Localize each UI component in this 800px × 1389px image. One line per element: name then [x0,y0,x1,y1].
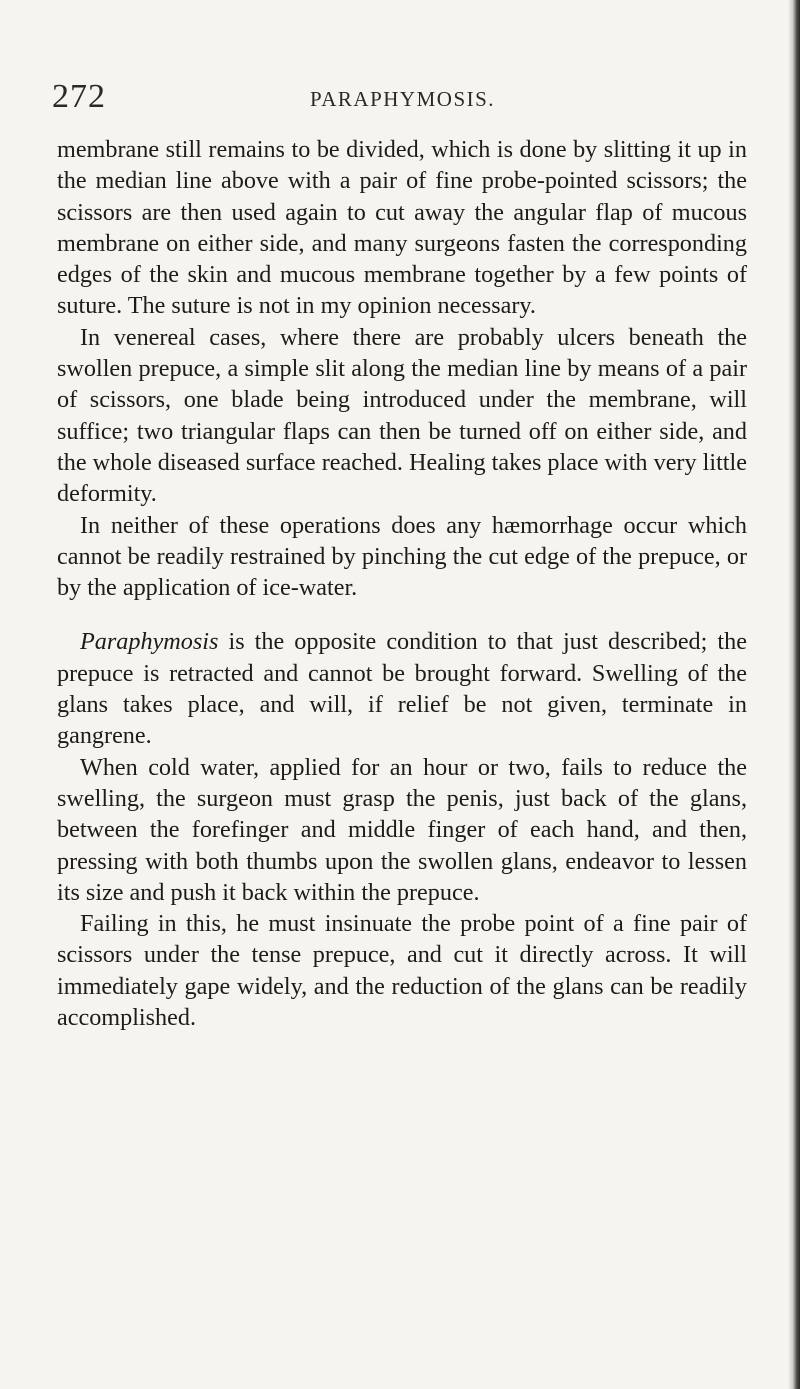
body-text [57,134,747,1033]
page-number: 272 [52,78,106,115]
paraphymosis-definition: is the opposite condition to that just described; the prepuce is retracted and cannot be brought forward. Swelling of the glans takes place, and will, if relief be not given, terminate in gangrene. [57,628,747,750]
page-header [52,77,752,117]
paragraph-failing: Failing in this, he must insinuate the probe point of a fine pair of scissors under the tense prepuce, and cut it directly across. It will immediately gape widely, and the reduction of the glans can be readily accomplished. [57,910,747,1032]
paragraph-continuation: membrane still remains to be divided, which is done by slitting it up in the median line above with a pair of fine probe-pointed scissors; the scissors are then used again to cut away the angular flap of mucous membrane on either side, and many surgeons fasten the corresponding edges of the skin and mucous membrane together by a few points of suture. The suture is not in my opinion necessary. [57,136,747,320]
paragraph-venereal-cases: In venereal cases, where there are probably ulcers beneath the swollen prepuce, a simple slit along the median line by means of a pair of scissors, one blade being introduced under the membrane, will suffice; two triangular flaps can then be turned off on either side, and the whole diseased surface reached. Healing takes place with very little deformity. [57,323,747,508]
running-head: PARAPHYMOSIS. [310,87,496,111]
page-edge-shadow [788,0,800,1389]
paraphymosis-term: Paraphymosis [80,628,219,656]
paragraph-paraphymosis [57,626,747,751]
paragraph-cold-water: When cold water, applied for an hour or two, fails to reduce the swelling, the surgeon must grasp the penis, just back of the glans, between the forefinger and middle finger of each hand, and then, pressing with both thumbs upon the swollen glans, endeavor to lessen its size and push it back within the prepuce. [57,753,747,906]
paragraph-haemorrhage: In neither of these operations does any hæmorrhage occur which cannot be readily restrained by pinching the cut edge of the prepuce, or by the application of ice-water. [57,511,747,602]
